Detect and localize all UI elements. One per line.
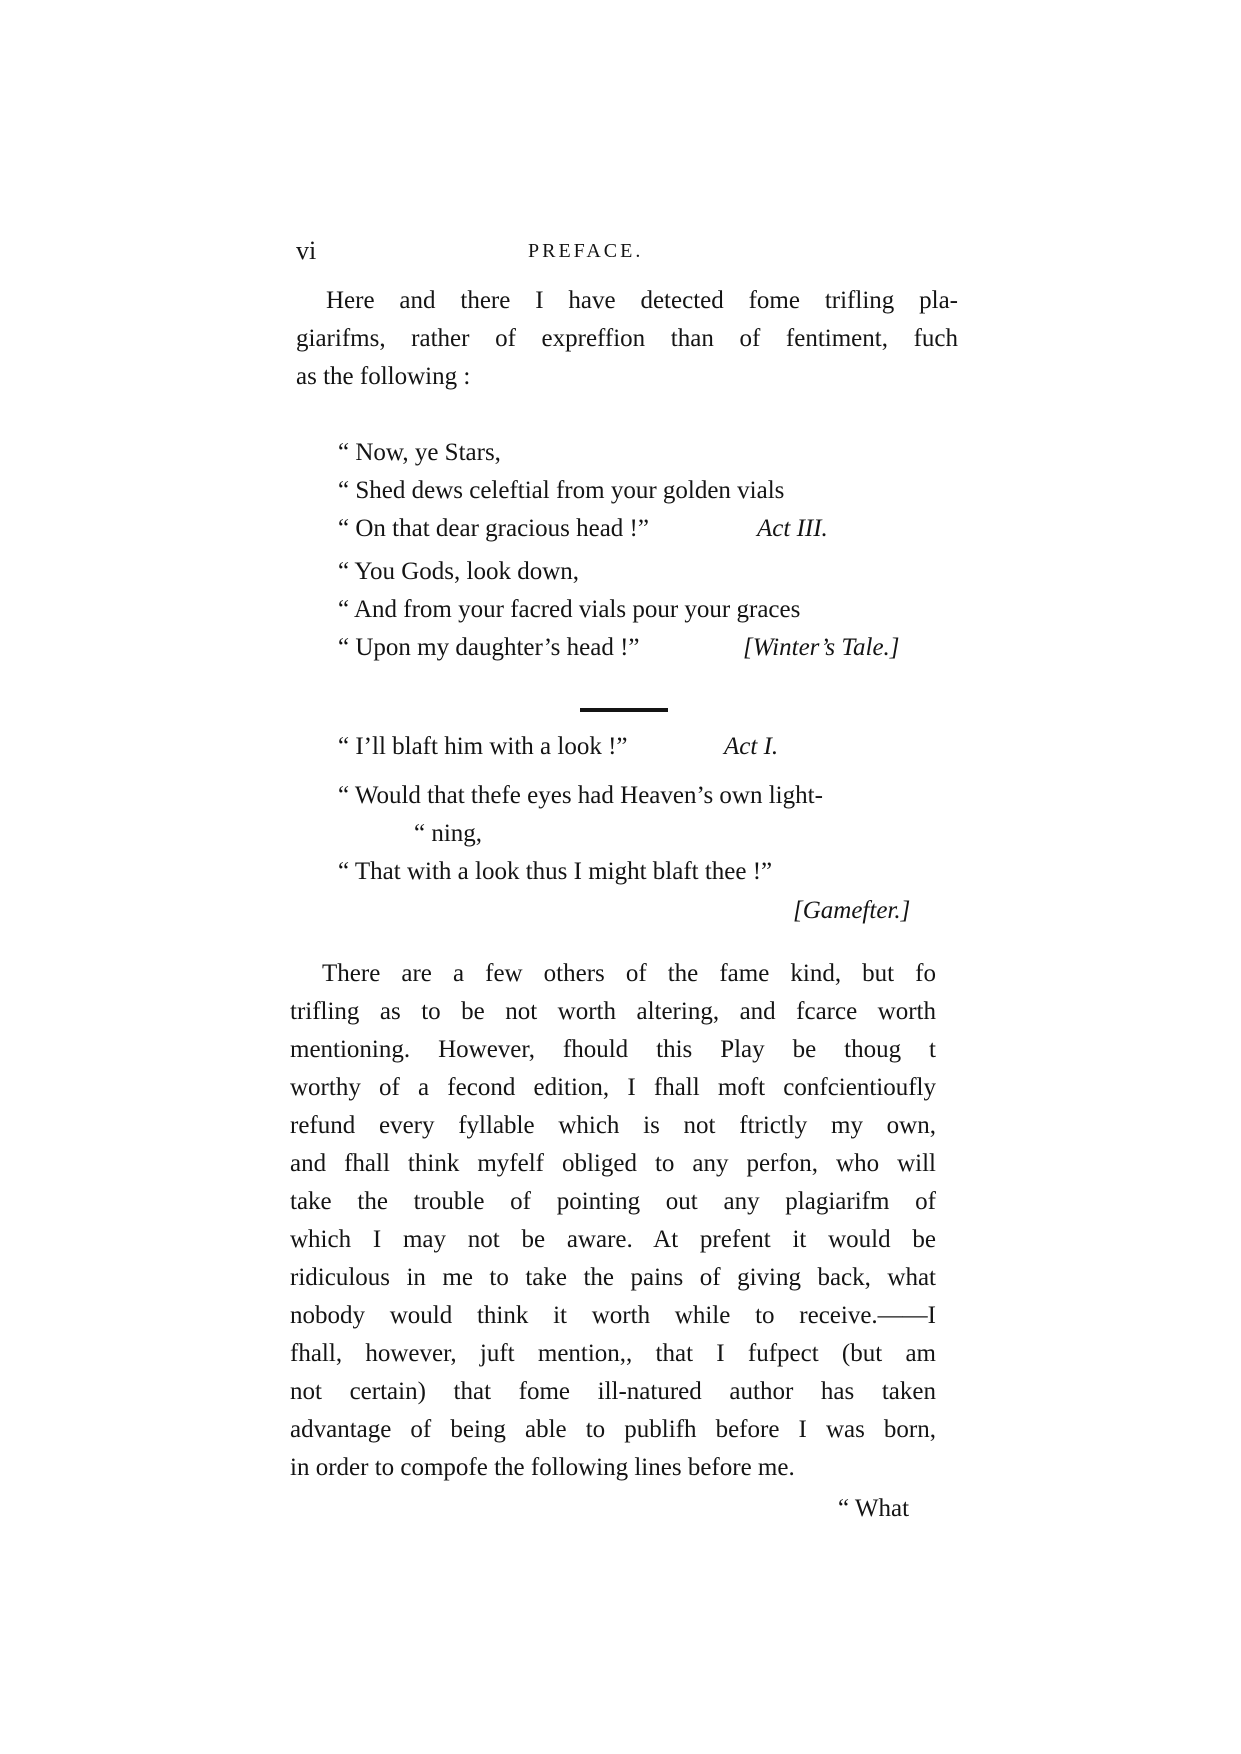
para1-line: as the following : (296, 363, 471, 390)
para2-line: mentioning. However, fhould this Play be thoug t (290, 1036, 936, 1063)
para2-line: trifling as to be not worth altering, and fcarce worth (290, 998, 936, 1025)
quote-line: “ Now, ye Stars, (338, 439, 501, 466)
para2-line: nobody would think it worth while to receive.——I (290, 1302, 936, 1329)
para2-line: in order to compofe the following lines before me. (290, 1454, 795, 1481)
para2-line: worthy of a fecond edition, I fhall moft confcientioufly (290, 1074, 936, 1101)
quote-line: “ On that dear gracious head !” (338, 515, 649, 542)
quote-line: “ That with a look thus I might blaft thee !” (338, 858, 773, 885)
para1-line: Here and there I have detected fome trifling pla- (326, 287, 958, 314)
quote-line: “ Shed dews celeftial from your golden vials (338, 477, 785, 504)
quote-reference: Act III. (757, 515, 828, 542)
quote-line: “ Upon my daughter’s head !” (338, 634, 640, 661)
quote-reference: Act I. (724, 733, 779, 760)
para2-line: fhall, however, juft mention,, that I fufpect (but am (290, 1340, 936, 1367)
para2-line: and fhall think myfelf obliged to any perfon, who will (290, 1150, 936, 1177)
quote-reference: [Gamefter.] (793, 897, 911, 924)
quote-line: “ I’ll blaft him with a look !” (338, 733, 628, 760)
quote-line: “ Would that thefe eyes had Heaven’s own light- (338, 782, 823, 809)
para2-line: ridiculous in me to take the pains of giving back, what (290, 1264, 936, 1291)
para2-line: take the trouble of pointing out any plagiarifm of (290, 1188, 936, 1215)
section-rule (580, 708, 668, 712)
quote-line: “ You Gods, look down, (338, 558, 580, 585)
quote-line: “ ning, (414, 820, 483, 847)
quote-line: “ And from your facred vials pour your graces (338, 596, 801, 623)
quote-reference: [Winter’s Tale.] (743, 634, 900, 661)
page-number: vi (296, 236, 317, 265)
para2-line: advantage of being able to publifh before I was born, (290, 1416, 936, 1443)
catchword: “ What (838, 1495, 910, 1522)
para2-line: not certain) that fome ill-natured author has taken (290, 1378, 936, 1405)
para2-line: There are a few others of the fame kind, but fo (322, 960, 936, 987)
para2-line: refund every fyllable which is not ftrictly my own, (290, 1112, 936, 1139)
running-head: PREFACE. (528, 240, 644, 262)
para1-line: giarifms, rather of expreffion than of fentiment, fuch (296, 325, 958, 352)
para2-line: which I may not be aware. At prefent it would be (290, 1226, 936, 1253)
